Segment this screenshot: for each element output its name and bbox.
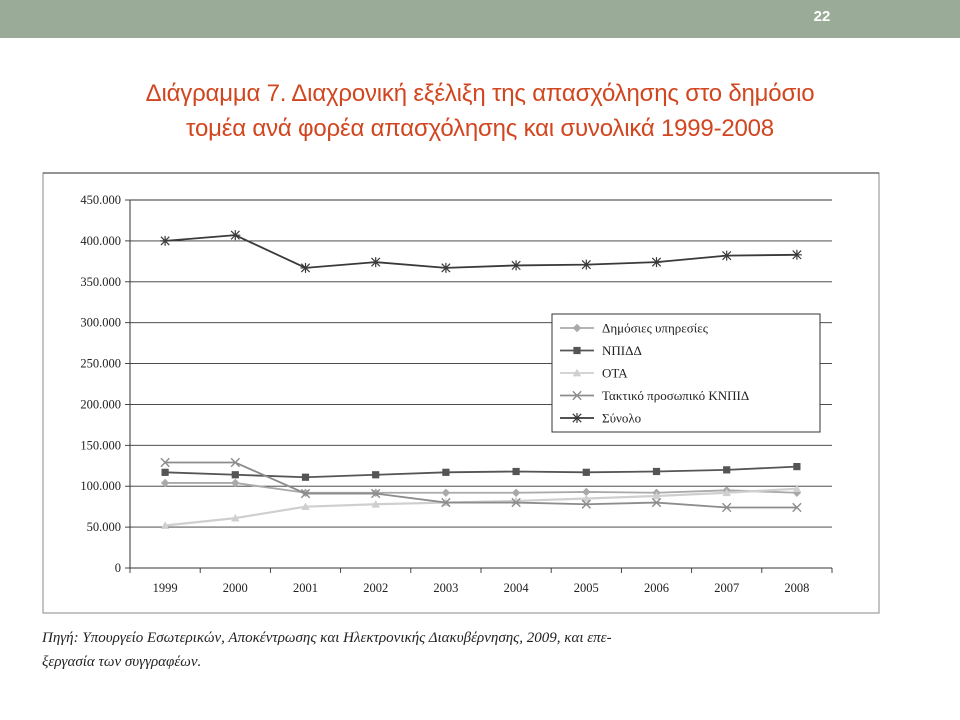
x-tick-label: 2006 — [644, 581, 669, 595]
x-tick-label: 2007 — [714, 581, 740, 595]
y-tick-label: 250.000 — [80, 356, 121, 371]
y-tick-label: 300.000 — [80, 315, 121, 330]
data-point-series-4 — [301, 263, 311, 273]
data-point-series-4 — [722, 251, 732, 261]
x-tick-label: 2000 — [222, 581, 248, 595]
x-tick-label: 2004 — [503, 581, 529, 595]
data-point-series-1 — [583, 469, 590, 476]
legend-item-label: Τακτικό προσωπικό ΚΝΠΙΔ — [602, 388, 750, 403]
y-tick-label: 450.000 — [80, 193, 121, 207]
legend-item-label: ΟΤΑ — [602, 365, 628, 381]
legend-item-label: Δημόσιες υπηρεσίες — [602, 320, 708, 336]
data-point-series-4 — [652, 257, 662, 267]
x-tick-label: 2001 — [293, 581, 318, 595]
data-point-series-1 — [372, 471, 379, 478]
legend-swatch-marker — [572, 413, 582, 423]
y-tick-label: 50.000 — [86, 520, 121, 535]
slide-title-line-2: τομέα ανά φορέα απασχόλησης και συνολικά 1999-2008 — [186, 115, 774, 142]
line-chart — [42, 172, 880, 614]
source-note — [42, 626, 892, 674]
source-note-line-1: Πηγή: Υπουργείο Εσωτερικών, Αποκέντρωσης και Ηλεκτρονικής Διακυβέρνησης, 2009, και επε- — [42, 630, 612, 646]
y-tick-label: 0 — [114, 561, 121, 575]
slide-title-line-1: Διάγραμμα 7. Διαχρονική εξέλιξη της απασχόλησης στο δημόσιο — [145, 80, 815, 107]
x-tick-label: 2008 — [784, 581, 810, 595]
legend-item-label: Σύνολο — [602, 410, 642, 426]
x-tick-label: 2002 — [363, 581, 389, 595]
slide-number: 22 — [813, 8, 831, 25]
y-tick-label: 200.000 — [80, 397, 121, 412]
data-point-series-1 — [302, 474, 309, 481]
slide-top-bar — [0, 0, 960, 38]
chart-image — [42, 172, 880, 614]
data-point-series-4 — [581, 260, 591, 270]
x-tick-label: 1999 — [152, 581, 178, 595]
y-tick-label: 100.000 — [80, 479, 121, 494]
legend-swatch-marker — [573, 347, 580, 354]
x-tick-label: 2005 — [573, 581, 599, 595]
data-point-series-1 — [162, 469, 169, 476]
data-point-series-1 — [653, 468, 660, 475]
slide-title — [40, 76, 920, 146]
legend-item-label: ΝΠΙΔΔ — [602, 343, 642, 358]
y-tick-label: 400.000 — [80, 233, 121, 248]
data-point-series-1 — [513, 468, 520, 475]
data-point-series-1 — [232, 471, 239, 478]
source-note-line-2: ξεργασία των συγγραφέων. — [42, 654, 202, 670]
data-point-series-4 — [371, 257, 381, 267]
data-point-series-4 — [441, 263, 451, 273]
y-tick-label: 150.000 — [80, 438, 121, 453]
x-tick-label: 2003 — [433, 581, 459, 595]
data-point-series-4 — [160, 236, 170, 246]
y-tick-label: 350.000 — [80, 274, 121, 289]
data-point-series-4 — [792, 250, 802, 260]
data-point-series-1 — [442, 469, 449, 476]
data-point-series-1 — [723, 466, 730, 473]
data-point-series-4 — [511, 260, 521, 270]
data-point-series-4 — [230, 230, 240, 240]
data-point-series-1 — [793, 463, 800, 470]
